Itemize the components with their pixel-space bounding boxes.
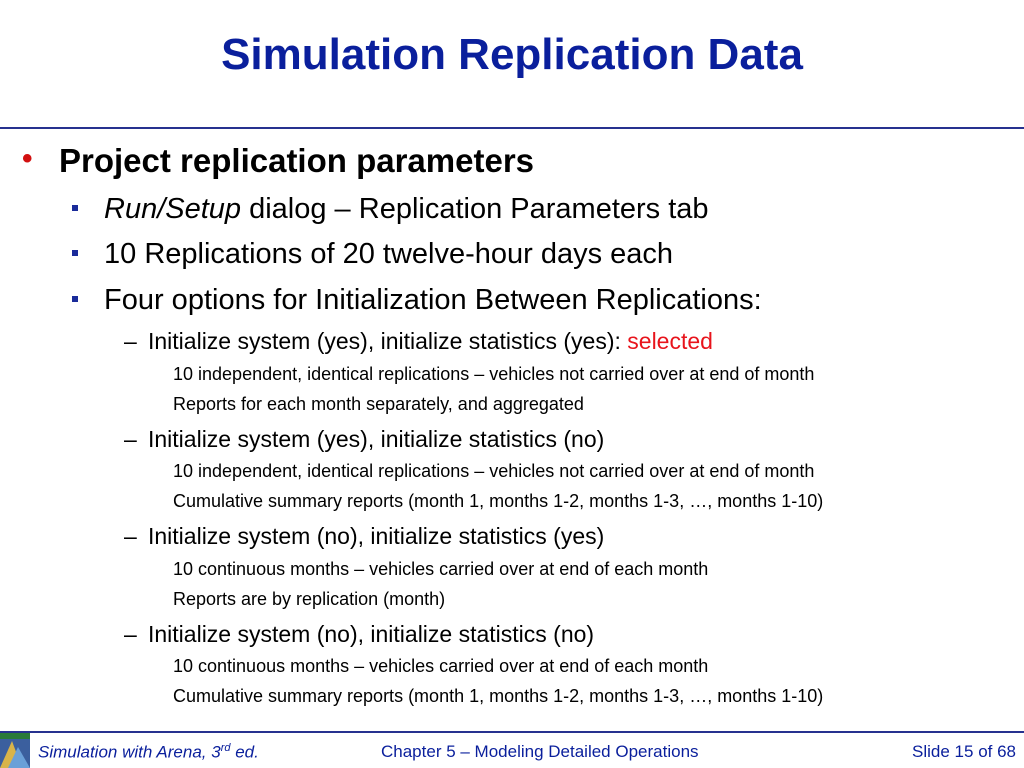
sub-bullet-four-options — [72, 284, 762, 317]
replications-text: 10 Replications of 20 twelve-hour days each — [104, 238, 674, 270]
option-item — [124, 523, 604, 550]
sub-bullet-replications — [72, 238, 673, 271]
arena-logo-icon — [0, 733, 30, 768]
option-detail: Reports are by replication (month) — [173, 589, 446, 609]
footer-divider — [0, 731, 1024, 733]
run-setup-italic: Run/Setup — [104, 193, 242, 225]
square-bullet-icon — [72, 205, 78, 211]
footer-book-prefix: Simulation with Arena, 3 — [38, 742, 221, 762]
option-detail: 10 continuous months – vehicles carried over at end of each month — [173, 656, 709, 676]
footer-book-sup: rd — [220, 742, 231, 754]
option-text: Initialize system (no), initialize statistics (no) — [148, 621, 595, 647]
selected-label: selected — [627, 328, 713, 354]
option-text: Initialize system (yes), initialize statistics (yes): — [148, 328, 628, 354]
option-item — [124, 328, 713, 355]
title-divider — [0, 127, 1024, 129]
footer-book-suffix: ed. — [230, 742, 259, 762]
dash-bullet: – — [124, 426, 137, 452]
round-bullet-icon: • — [22, 142, 33, 175]
slide-title: Simulation Replication Data — [221, 30, 803, 79]
footer-book-title — [38, 742, 259, 763]
dash-bullet: – — [124, 621, 137, 647]
option-text: Initialize system (yes), initialize statistics (no) — [148, 426, 605, 452]
option-detail: 10 independent, identical replications – vehicles not carried over at end of month — [173, 461, 815, 481]
main-bullet-text: Project replication parameters — [59, 142, 535, 179]
footer-chapter: Chapter 5 – Modeling Detailed Operations — [381, 742, 699, 761]
option-item — [124, 621, 594, 648]
dash-bullet: – — [124, 328, 137, 354]
option-detail: 10 independent, identical replications – vehicles not carried over at end of month — [173, 364, 815, 384]
square-bullet-icon — [72, 250, 78, 256]
option-detail: Cumulative summary reports (month 1, months 1-2, months 1-3, …, months 1-10) — [173, 491, 824, 511]
square-bullet-icon — [72, 296, 78, 302]
sub-bullet-run-setup — [72, 193, 709, 226]
option-text: Initialize system (no), initialize statistics (yes) — [148, 523, 605, 549]
footer-slide-number: Slide 15 of 68 — [912, 742, 1016, 761]
run-setup-rest: dialog – Replication Parameters tab — [241, 193, 709, 225]
four-options-text: Four options for Initialization Between Replications: — [104, 284, 762, 316]
option-detail: Reports for each month separately, and aggregated — [173, 394, 584, 414]
option-detail: Cumulative summary reports (month 1, months 1-2, months 1-3, …, months 1-10) — [173, 686, 824, 706]
option-detail: 10 continuous months – vehicles carried over at end of each month — [173, 559, 709, 579]
dash-bullet: – — [124, 523, 137, 549]
option-item — [124, 426, 604, 453]
main-bullet — [22, 142, 534, 180]
